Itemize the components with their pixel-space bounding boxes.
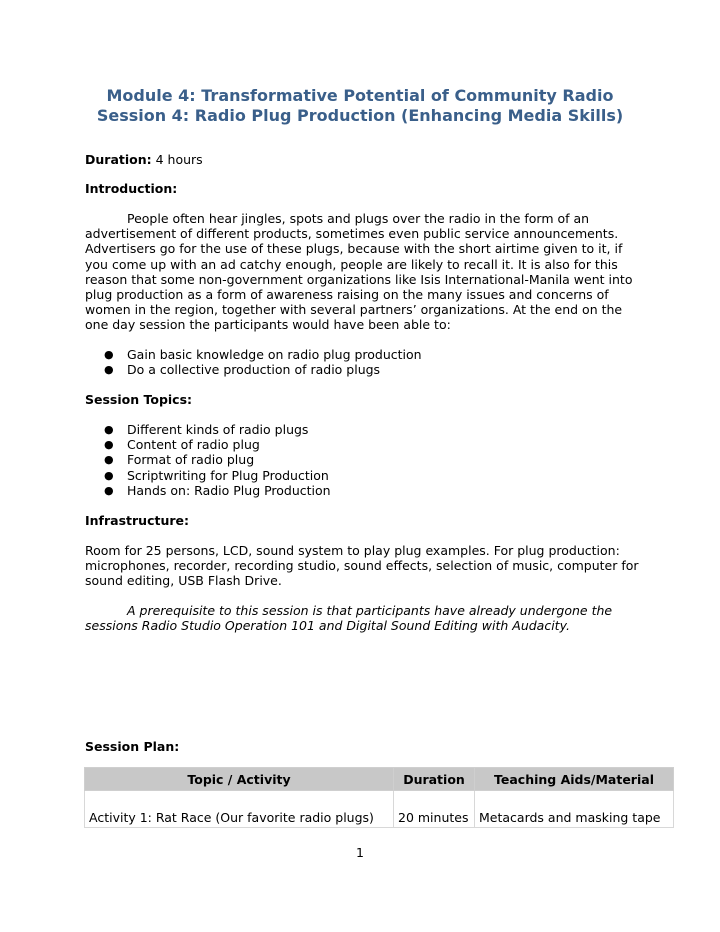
session-topics-list [85, 422, 331, 498]
table-cell-duration: 20 minutes [394, 791, 475, 828]
infrastructure-heading: Infrastructure: [85, 513, 189, 528]
column-header-duration: Duration [394, 768, 475, 791]
page-number: 1 [356, 845, 364, 860]
table-header-row [85, 768, 674, 791]
session-plan-heading: Session Plan: [85, 739, 180, 754]
duration-line [85, 152, 645, 167]
list-item: ● Do a collective production of radio plugs [85, 362, 422, 377]
list-item: ● Hands on: Radio Plug Production [85, 483, 331, 498]
table-cell-topic: Activity 1: Rat Race (Our favorite radio plugs) [85, 791, 394, 828]
list-item: ● Gain basic knowledge on radio plug production [85, 347, 422, 362]
module-title: Module 4: Transformative Potential of Community Radio [106, 86, 614, 105]
prerequisite-note: A prerequisite to this session is that participants have already undergone the sessions Radio Studio Operation 101 and Digital Sound Editing with Audacity. [85, 603, 613, 634]
session-plan-table [84, 767, 674, 828]
objectives-list [85, 347, 422, 377]
session-topics-heading: Session Topics: [85, 392, 193, 407]
duration-value: 4 hours [155, 152, 203, 167]
list-item: ● Content of radio plug [85, 437, 331, 452]
table-row [85, 791, 674, 828]
table-cell-teaching-aids: Metacards and masking tape [475, 791, 674, 828]
session-title: Session 4: Radio Plug Production (Enhancing Media Skills) [96, 106, 624, 125]
introduction-heading: Introduction: [85, 181, 178, 196]
list-item: ● Scriptwriting for Plug Production [85, 468, 331, 483]
list-item: ● Different kinds of radio plugs [85, 422, 331, 437]
column-header-teaching-aids: Teaching Aids/Material [475, 768, 674, 791]
infrastructure-paragraph: Room for 25 persons, LCD, sound system to play plug examples. For plug production: microphones, recorder, recording studio, sound effects, selection of music, computer for sound editing, USB Flash Drive. [85, 543, 639, 589]
list-item: ● Format of radio plug [85, 452, 331, 467]
introduction-paragraph: People often hear jingles, spots and plugs over the radio in the form of an advertisement of different products, sometimes even public service announcements. Advertisers go for the use of these plugs, because with the short airtime given to it, if you come up with an ad catchy enough, people are likely to recall it. It is also for this reason that some non-government organizations like Isis International-Manila went into plug production as a form of awareness raising on the many issues and concerns of women in the region, together with several partners’ organizations. At the end on the one day session the participants would have been able to: [85, 211, 633, 333]
column-header-topic: Topic / Activity [85, 768, 394, 791]
duration-label: Duration: [85, 152, 152, 167]
